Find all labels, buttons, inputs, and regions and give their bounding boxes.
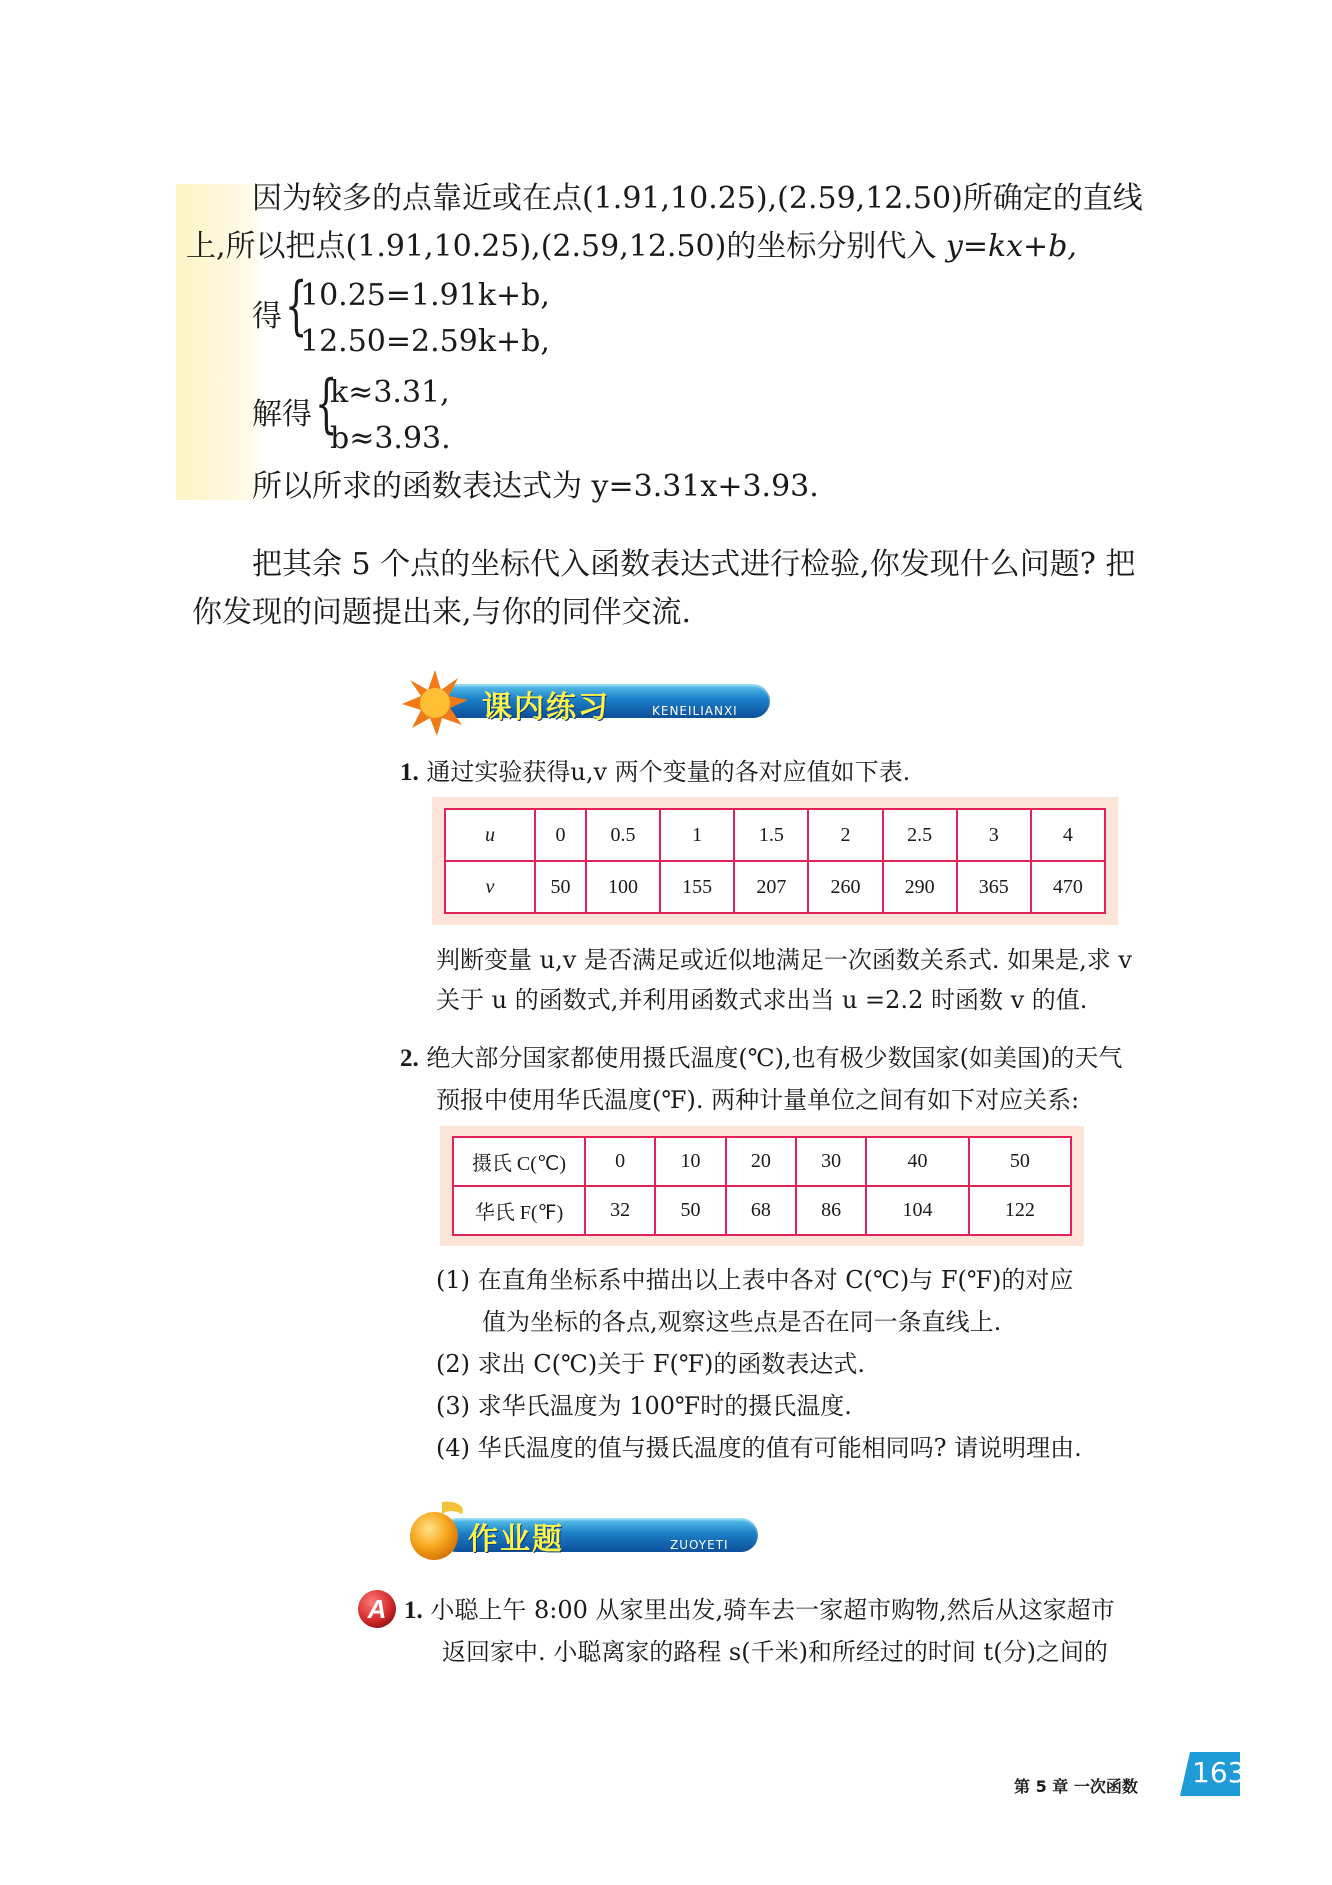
homework-line-2: 返回家中. 小聪离家的路程 s(千米)和所经过的时间 t(分)之间的 [442,1638,1108,1666]
page-number: 163 [1192,1756,1246,1789]
exercise-2-line-2: 预报中使用华氏温度(℉). 两种计量单位之间有如下对应关系: [436,1086,1080,1114]
exercise-1-follow-line-1: 判断变量 u,v 是否满足或近似地满足一次函数关系式. 如果是,求 v [436,946,1132,974]
conclusion-text: 所以所求的函数表达式为 y=3.31x+3.93. [252,469,819,504]
jiede-label: 解得 [252,397,312,432]
sub-question-3: (3) 求华氏温度为 100℉时的摄氏温度. [436,1392,852,1420]
table-row: u 0 0.5 1 1.5 2 2.5 3 4 [445,809,1105,861]
left-brace: { [285,269,308,343]
solution-k: k≈3.31, [330,375,450,410]
sub-question-1: (1) 在直角坐标系中描出以上表中各对 C(℃)与 F(℉)的对应 [436,1266,1074,1294]
banner-subtitle: KENEILIANXI [652,704,738,718]
table-row: 摄氏 C(℃) 0 10 20 30 40 50 [453,1137,1071,1186]
banner-title: 作业题 [468,1522,564,1557]
uv-table [444,808,1106,914]
solution-b: b≈3.93. [330,421,451,456]
temperature-table [452,1136,1072,1236]
sub-question-4: (4) 华氏温度的值与摄氏温度的值有可能相同吗? 请说明理由. [436,1434,1082,1462]
equation-2: 12.50=2.59k+b, [300,324,550,359]
chapter-label: 第 5 章 一次函数 [1014,1777,1138,1796]
banner-title: 课内练习 [482,690,610,725]
sun-icon [400,668,470,738]
exercise-1-follow-line-2: 关于 u 的函数式,并利用函数式求出当 u =2.2 时函数 v 的值. [436,986,1088,1014]
left-brace: { [315,367,338,441]
exercise-1-prompt: 1. 通过实验获得u,v 两个变量的各对应值如下表. [400,758,911,786]
banner-subtitle: ZUOYETI [670,1538,729,1552]
equation-1: 10.25=1.91k+b, [300,278,550,313]
solution-line-1: 因为较多的点靠近或在点(1.91,10.25),(2.59,12.50)所确定的直线 [252,181,1143,216]
svg-text:A: A [367,1594,387,1624]
de-label: 得 [252,299,282,334]
level-a-badge-icon [356,1588,398,1630]
exercise-2-line-1: 2. 绝大部分国家都使用摄氏温度(℃),也有极少数国家(如美国)的天气 [400,1044,1123,1072]
paragraph-line-2: 你发现的问题提出来,与你的同伴交流. [192,595,692,630]
paragraph-line-1: 把其余 5 个点的坐标代入函数表达式进行检验,你发现什么问题? 把 [252,547,1136,582]
homework-line-1: 1. 小聪上午 8:00 从家里出发,骑车去一家超市购物,然后从这家超市 [404,1596,1115,1624]
table-row: v 50 100 155 207 260 290 365 470 [445,861,1105,913]
table-row: 华氏 F(℉) 32 50 68 86 104 122 [453,1186,1071,1235]
sub-question-2: (2) 求出 C(℃)关于 F(℉)的函数表达式. [436,1350,865,1378]
orb-icon [402,1496,474,1568]
sub-question-1-cont: 值为坐标的各点,观察这些点是否在同一条直线上. [482,1308,1002,1336]
solution-line-2: 上,所以把点(1.91,10.25),(2.59,12.50)的坐标分别代入 y=kx+b, [186,229,1077,264]
